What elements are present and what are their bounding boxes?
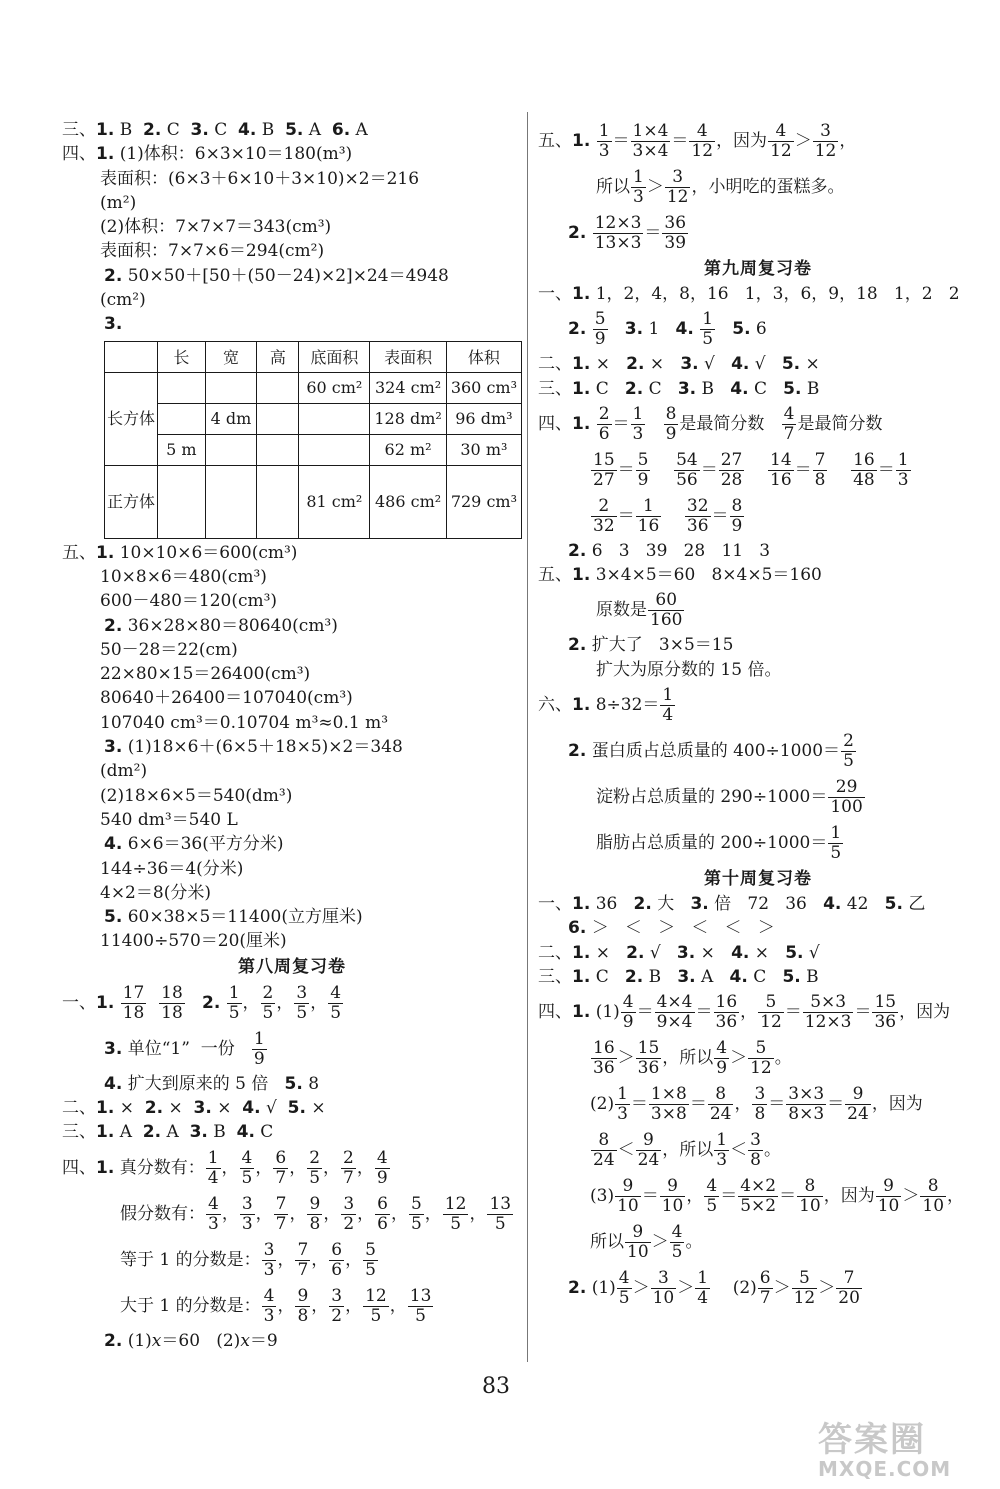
answer-line: 假分数有： $\frac{4}{3}$ ， $\frac{3}{3}$ ， $\frac{7}{7}$ ， $\frac{9}{8}$ ， $\frac{3}{2}$ ， $\frac{6}{6}$ ， $\frac{5}{5}$ ， $\frac{12}{5}$ ， $\frac{13}{5}$: [120, 1193, 512, 1234]
table-cell: 128 dm²: [370, 403, 446, 434]
answer-line: 2. 50×50＋[50＋(50－24)×2]×24＝4948: [104, 265, 449, 286]
table-cell: [257, 403, 299, 434]
answer-line: 4. 6×6＝36(平方分米): [104, 834, 284, 855]
answer-line: 四、1. 真分数有： $\frac{1}{4}$ ， $\frac{4}{5}$ ， $\frac{6}{7}$ ， $\frac{2}{5}$ ， $\frac{2}{7}$ ， $\frac{4}{9}$: [62, 1147, 388, 1188]
table-cell: 4 dm: [205, 403, 257, 434]
table-label: 3.: [104, 314, 123, 335]
dimensions-table: [104, 341, 522, 539]
answer-line: 一、1. $\frac{17}{18}$ $\frac{18}{18}$ 2. $\frac{1}{5}$ ， $\frac{2}{5}$ ， $\frac{3}{5}$ ， $\frac{4}{5}$: [62, 982, 342, 1023]
answer-line: (cm²): [100, 290, 146, 311]
answer-line: 所以 $\frac{9}{10}$ ＞ $\frac{4}{5}$ 。: [590, 1222, 703, 1263]
answer-line: 表面积：(6×3＋6×10＋3×10)×2＝216: [100, 168, 420, 189]
answer-line: 2. 36×28×80＝80640(cm³): [104, 615, 338, 636]
answer-line: 大于 1 的分数是： $\frac{4}{3}$ ， $\frac{9}{8}$ ， $\frac{3}{2}$ ， $\frac{12}{5}$ ， $\frac{13}{5}$: [120, 1285, 432, 1326]
answer-line: 五、1. 10×10×6＝600(cm³): [62, 542, 298, 563]
answer-line: $\frac{2}{32}$ ＝ $\frac{1}{16}$ $\frac{32}{36}$ ＝ $\frac{8}{9}$: [593, 495, 743, 536]
answer-line: $\frac{16}{36}$ ＞ $\frac{15}{36}$ ，所以 $\frac{4}{9}$ ＞ $\frac{5}{12}$ 。: [593, 1038, 792, 1079]
table-cell: [205, 372, 257, 403]
answer-line: (m²): [100, 192, 137, 213]
answer-line: 三、1. C 2. B 3. A 4. C 5. B: [538, 966, 819, 987]
answer-line: 50－28＝22(cm): [100, 639, 238, 660]
table-cell: [299, 434, 370, 465]
answer-line: 2. $\frac{12\times 3}{13\times 3}$ ＝ $\frac{36}{39}$: [568, 213, 687, 253]
answer-line: 11400÷570＝20(厘米): [100, 931, 287, 952]
answer-line: 淀粉占总质量的 290÷1000＝ $\frac{29}{100}$: [596, 777, 863, 818]
answer-line: 144÷36＝4(分米): [100, 858, 244, 879]
table-cell: [257, 372, 299, 403]
answer-line: 4×2＝8(分米): [100, 882, 211, 903]
left-column: [62, 118, 522, 1353]
table-cell: 486 cm²: [370, 465, 446, 538]
table-cell: 62 m²: [370, 434, 446, 465]
answer-line: 540 dm³＝540 L: [100, 809, 238, 830]
answer-line: 四、1. $\frac{2}{6}$ ＝ $\frac{1}{3}$ $\frac{8}{9}$ 是最简分数 $\frac{4}{7}$ 是最简分数: [538, 403, 883, 444]
answer-line: 二、1. × 2. √ 3. × 4. × 5. √: [538, 942, 820, 963]
table-cell: [158, 403, 206, 434]
answer-line: 二、1. × 2. × 3. × 4. √ 5. ×: [62, 1098, 326, 1119]
answer-line: 六、1. 8÷32＝ $\frac{1}{4}$: [538, 685, 674, 726]
table-header-cell: 体积: [446, 341, 521, 372]
answer-line: 表面积：7×7×6＝294(cm²): [100, 241, 325, 262]
answer-line: 四、1. (1)体积：6×3×10＝180(m³): [62, 144, 353, 165]
table-cell: 360 cm³: [446, 372, 521, 403]
answer-line: $\frac{15}{27}$ ＝ $\frac{5}{9}$ $\frac{54}{56}$ ＝ $\frac{27}{28}$ $\frac{14}{16}$ ＝ $\frac{7}{8}$ $\frac{16}{48}$ ＝ $\frac{1}{3}$: [593, 449, 909, 490]
table-cell: 5 m: [158, 434, 206, 465]
answer-line: 三、1. C 2. C 3. B 4. C 5. B: [538, 378, 820, 399]
section-heading: 第八周复习卷: [238, 956, 346, 977]
table-header-cell: 高: [257, 341, 299, 372]
answer-line: (dm²): [100, 761, 148, 782]
answer-line: 原数是 $\frac{60}{160}$: [596, 590, 683, 631]
answer-line: 一、1. 36 2. 大 3. 倍 72 36 4. 42 5. 乙: [538, 894, 926, 915]
answer-line: 6. ＞ ＜ ＞ ＜ ＜ ＞: [568, 918, 775, 939]
answer-line: 2. (1) $\frac{4}{5}$ ＞ $\frac{3}{10}$ ＞ $\frac{1}{4}$ (2) $\frac{6}{7}$ ＞ $\frac{5}{12}$ ＞ $\frac{7}{20}$: [568, 1268, 860, 1309]
row-header-cuboid: 长方体: [105, 372, 158, 465]
answer-line: (2) $\frac{1}{3}$ ＝ $\frac{1\times 8}{3\times 8}$ ＝ $\frac{8}{24}$ ， $\frac{3}{8}$ ＝ $\frac{3\times 3}{8\times 3}$ ＝ $\frac{9}{24}$ ，因为: [590, 1084, 923, 1125]
answer-line: 3. (1)18×6＋(6×5＋18×5)×2＝348: [104, 737, 403, 758]
answer-line: (2)体积：7×7×7＝343(cm³): [100, 217, 332, 238]
table-cell: 96 dm³: [446, 403, 521, 434]
answer-line: 2. 6 3 39 28 11 3: [568, 540, 771, 561]
table-cell: [205, 465, 257, 538]
answer-line: 2. $\frac{5}{9}$ 3. 1 4. $\frac{1}{5}$ 5. 6: [568, 309, 767, 350]
table-cell: [299, 403, 370, 434]
table-cell: 60 cm²: [299, 372, 370, 403]
answer-line: 五、1. $\frac{1}{3}$ ＝ $\frac{1\times 4}{3\times 4}$ ＝ $\frac{4}{12}$ ，因为 $\frac{4}{12}$ ＞ $\frac{3}{12}$ ，: [538, 121, 857, 161]
section-heading: 第十周复习卷: [704, 869, 812, 890]
table-cell: [205, 434, 257, 465]
table-row: [105, 372, 522, 403]
answer-line: 80640＋26400＝107040(cm³): [100, 688, 353, 709]
table-cell: [158, 465, 206, 538]
table-cell: 81 cm²: [299, 465, 370, 538]
watermark-logo: [818, 1412, 951, 1481]
table-cell: [257, 434, 299, 465]
table-header-cell: [105, 341, 158, 372]
watermark-url: MXQE.COM: [818, 1457, 952, 1481]
answer-line: $\frac{8}{24}$ ＜ $\frac{9}{24}$ ，所以 $\frac{1}{3}$ ＜ $\frac{3}{8}$ 。: [593, 1130, 781, 1171]
answer-line: (2)18×6×5＝540(dm³): [100, 785, 293, 806]
answer-line: 22×80×15＝26400(cm³): [100, 664, 311, 685]
answer-line: 所以 $\frac{1}{3}$ ＞ $\frac{3}{12}$ ，小明吃的蛋糕多。: [596, 167, 845, 207]
row-header-cube: 正方体: [105, 465, 158, 538]
answer-line: 600－480＝120(cm³): [100, 591, 278, 612]
watermark-brand: 答案圈: [818, 1420, 926, 1460]
answer-line: 2. (1)x＝60 (2)x＝9: [104, 1330, 278, 1351]
table-header-cell: 底面积: [299, 341, 370, 372]
answer-line: 5. 60×38×5＝11400(立方厘米): [104, 907, 363, 928]
answer-line: 4. 扩大到原来的 5 倍 5. 8: [104, 1073, 320, 1094]
answer-line: 二、1. × 2. × 3. √ 4. √ 5. ×: [538, 354, 820, 375]
answer-line: 一、1. 1，2，4，8，16 1，3，6，9，18 1，2 2: [538, 284, 960, 304]
section-heading: 第九周复习卷: [704, 259, 812, 279]
table-cell: [158, 372, 206, 403]
page-number: 83: [482, 1374, 510, 1399]
answer-line: 2. 扩大了 3×5＝15: [568, 635, 734, 656]
answer-line: 四、1. (1) $\frac{4}{9}$ ＝ $\frac{4\times 4}{9\times 4}$ ＝ $\frac{16}{36}$ ， $\frac{5}{12}$ ＝ $\frac{5\times 3}{12\times 3}$ ＝ $\frac{15}{36}$ ，因为: [538, 992, 951, 1033]
column-divider: [527, 112, 528, 1362]
table-cell: 729 cm³: [446, 465, 521, 538]
answer-line: 三、1. A 2. A 3. B 4. C: [62, 1122, 274, 1143]
table-header-cell: 宽: [205, 341, 257, 372]
table-row: [105, 465, 522, 538]
answer-line: 10×8×6＝480(cm³): [100, 566, 267, 587]
answer-line: 3. 单位“1” 一份 $\frac{1}{9}$: [104, 1028, 265, 1069]
answer-line: 五、1. 3×4×5＝60 8×4×5＝160: [538, 565, 822, 586]
table-header-row: [105, 341, 522, 372]
right-column: [538, 118, 978, 1311]
answer-line: 扩大为原分数的 15 倍。: [596, 659, 782, 680]
table-header-cell: 表面积: [370, 341, 446, 372]
answer-line: 三、1. B 2. C 3. C 4. B 5. A 6. A: [62, 120, 368, 140]
answer-line: 脂肪占总质量的 200÷1000＝ $\frac{1}{5}$: [596, 823, 842, 864]
table-cell: [257, 465, 299, 538]
table-row: [105, 403, 522, 434]
answer-line: 107040 cm³＝0.10704 m³≈0.1 m³: [100, 712, 389, 733]
table-header-cell: 长: [158, 341, 206, 372]
table-row: [105, 434, 522, 465]
answer-line: 2. 蛋白质占总质量的 400÷1000＝ $\frac{2}{5}$: [568, 731, 854, 772]
table-cell: 30 m³: [446, 434, 521, 465]
answer-line: (3) $\frac{9}{10}$ ＝ $\frac{9}{10}$ ， $\frac{4}{5}$ ＝ $\frac{4\times 2}{5\times 2}$ ＝ $\frac{8}{10}$ ，因为 $\frac{9}{10}$ ＞ $\frac{8}{10}$ ，: [590, 1176, 965, 1217]
table-cell: 324 cm²: [370, 372, 446, 403]
answer-line: 等于 1 的分数是： $\frac{3}{3}$ ， $\frac{7}{7}$ ， $\frac{6}{6}$ ， $\frac{5}{5}$: [120, 1239, 376, 1280]
